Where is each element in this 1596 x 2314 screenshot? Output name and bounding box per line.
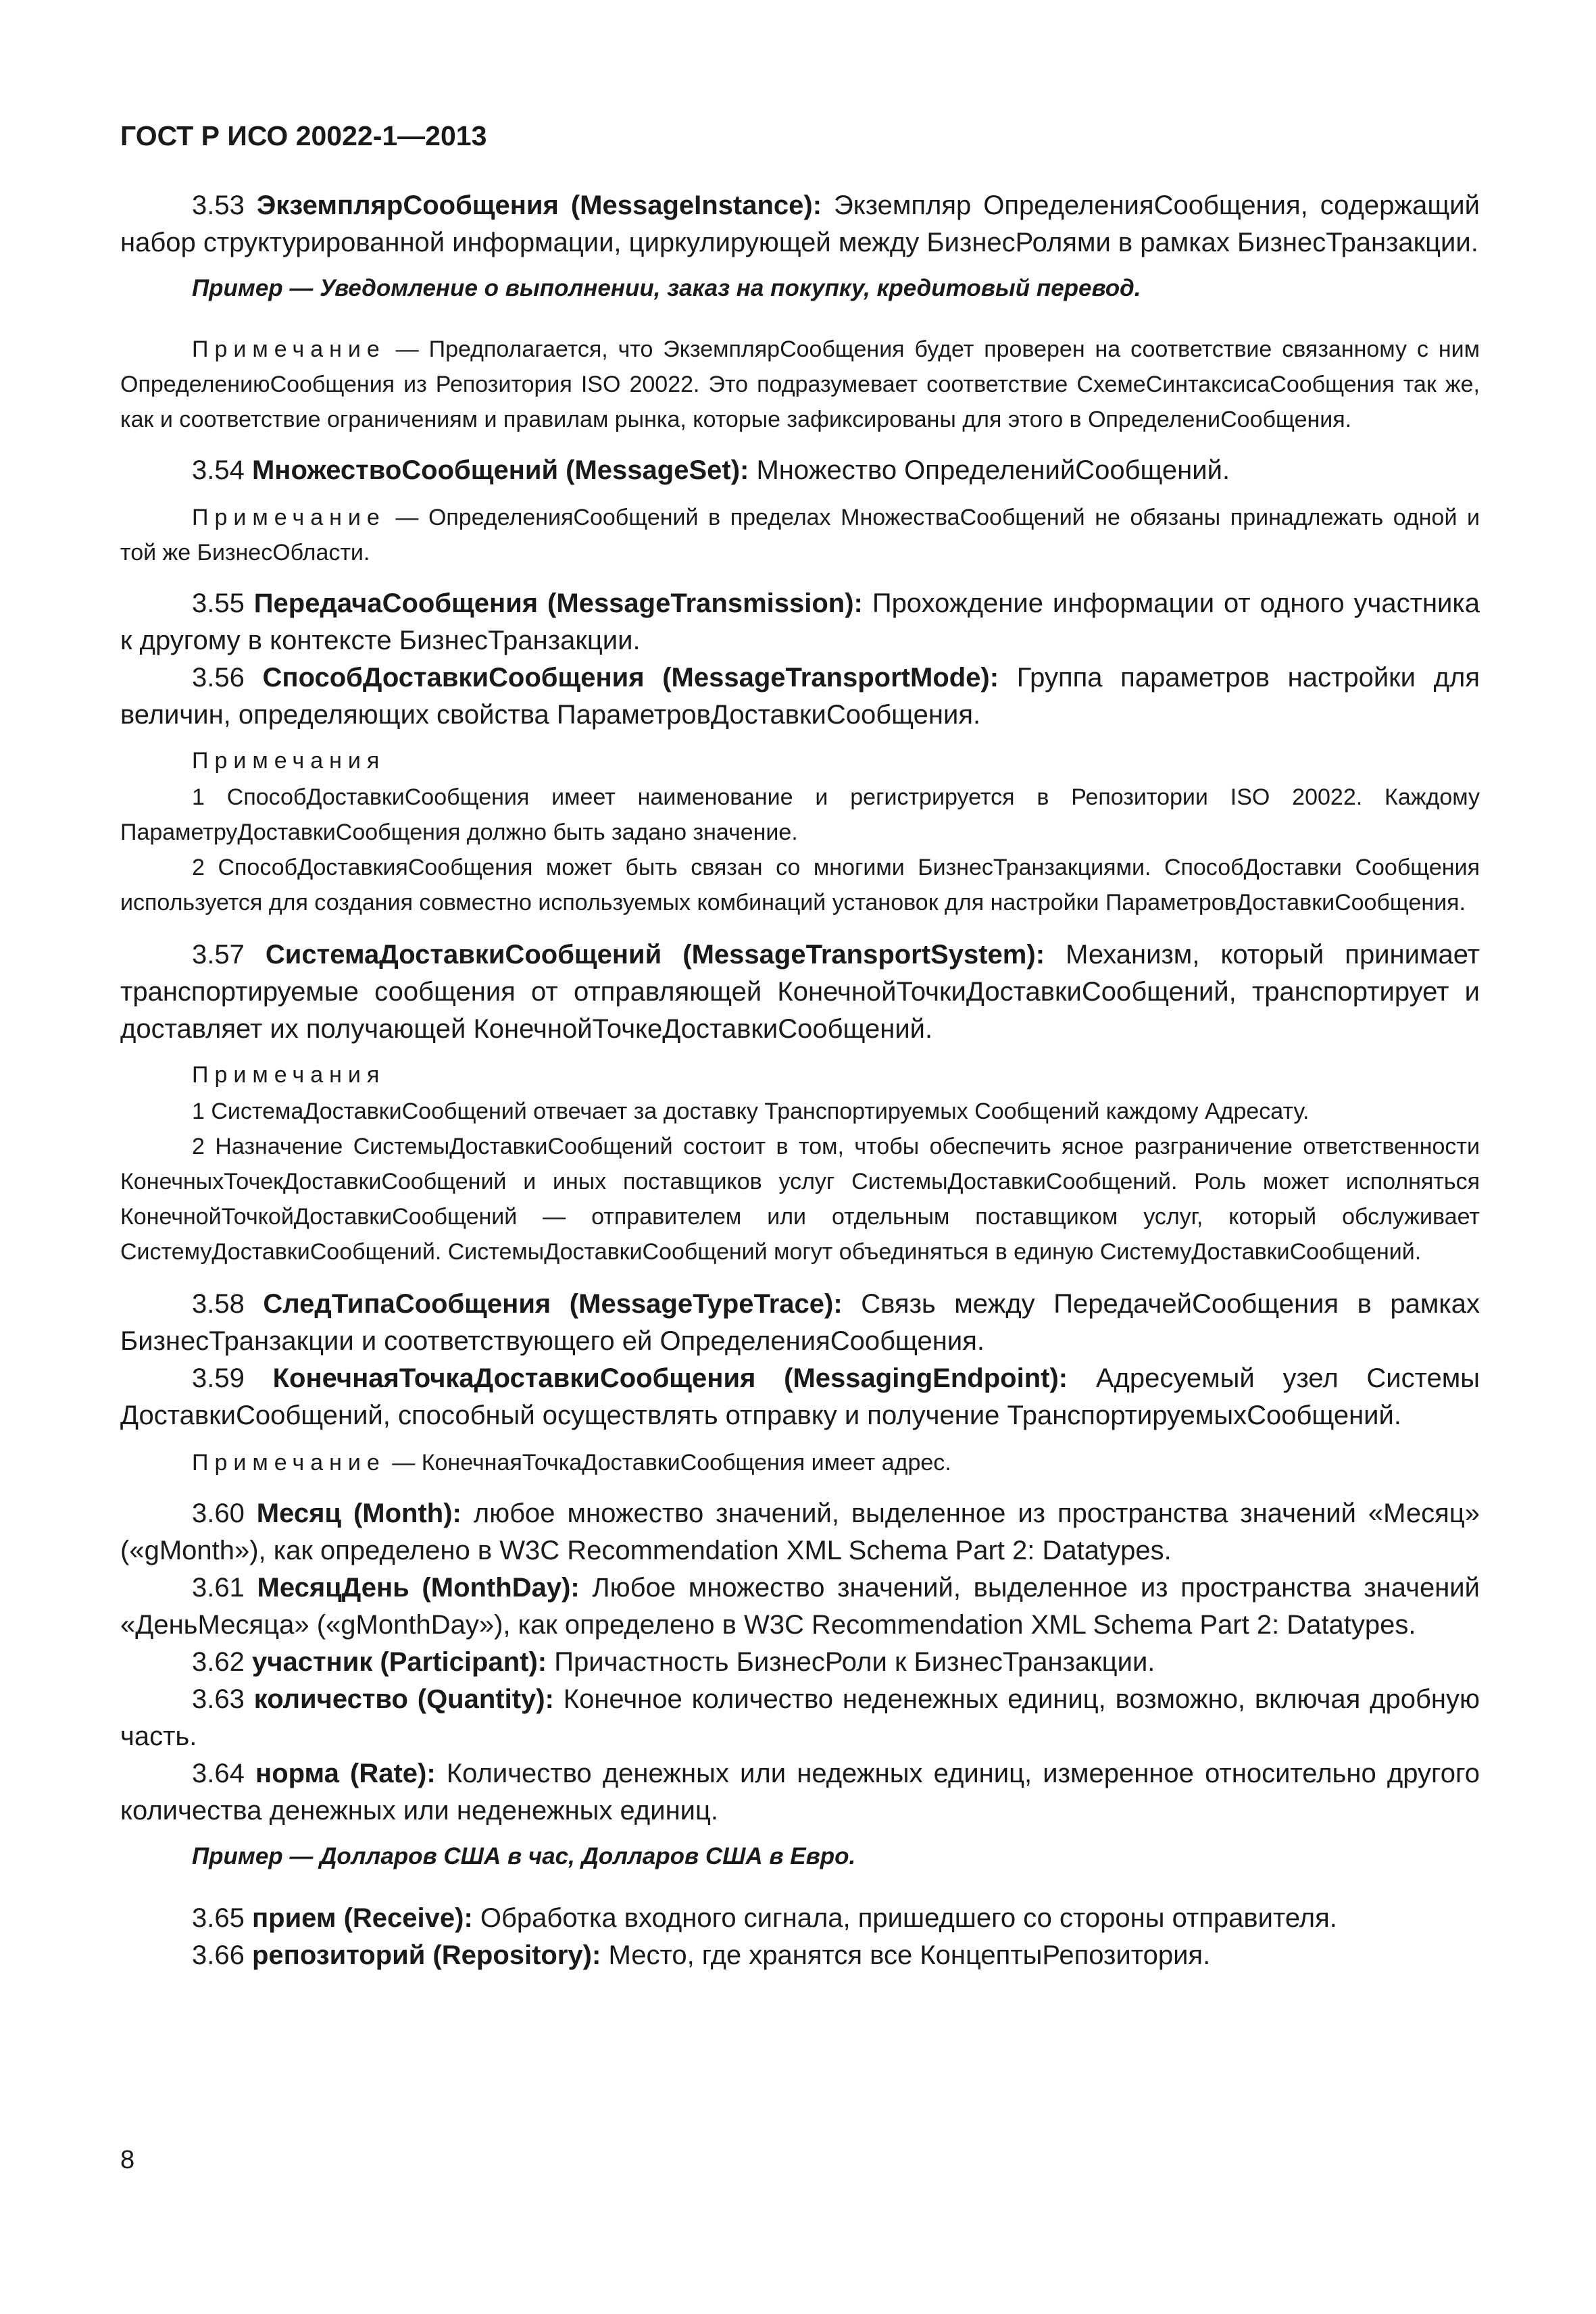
term-definition: Группа параметров настройки для величин, определяющих свойства ПараметровДоставкиСообщения.: [120, 663, 1480, 730]
term-3-56: [120, 659, 1480, 734]
note-text: — ОпределенияСообщений в пределах МножестваСообщений не обязаны принадлежать одной и той же БизнесОбласти.: [120, 505, 1480, 565]
term-definition: Конечное количество неденежных единиц, возможно, включая дробную часть.: [120, 1684, 1480, 1751]
term-definition: Прохождение информации от одного участника к другому в контексте БизнесТранзакции.: [120, 588, 1480, 655]
term-number: 3.58: [192, 1289, 245, 1319]
term-definition: Экземпляр ОпределенияСообщения, содержащий набор структурированной информации, циркулирующей между БизнесРолями в рамках БизнесТранзакции.: [120, 191, 1480, 257]
term-number: 3.64: [192, 1759, 245, 1788]
term-3-66: [120, 1937, 1480, 1974]
note-item: 1 СистемаДоставкиСообщений отвечает за доставку Транспортируемых Сообщений каждому Адресату.: [192, 1099, 1310, 1124]
term-number: 3.57: [192, 940, 245, 970]
term-definition: любое множество значений, выделенное из пространства значений «Месяц» («gMonth»), как определено в W3C Recommendation XML Schema Part 2: Datatypes.: [120, 1499, 1480, 1565]
note-item: 2 СпособДоставкияСообщения может быть связан со многими БизнесТранзакциями. СпособДоставки Сообщения используется для создания совместно используемых комбинаций установок для настройки ПараметровДоставкиСообщения.: [120, 855, 1480, 915]
term-definition: Место, где хранятся все КонцептыРепозитория.: [608, 1940, 1211, 1970]
term-3-57: [120, 936, 1480, 1048]
note-3-59: [120, 1445, 1480, 1480]
term-title: количество (Quantity):: [253, 1684, 554, 1714]
page-number: 8: [120, 2146, 135, 2174]
term-3-54: [120, 452, 1480, 489]
term-number: 3.55: [192, 588, 245, 618]
term-title: СпособДоставкиСообщения (MessageTransportMode):: [262, 663, 999, 693]
term-title: Месяц (Month):: [256, 1499, 462, 1528]
term-3-61: [120, 1569, 1480, 1644]
term-3-62: [120, 1644, 1480, 1681]
term-3-59: [120, 1360, 1480, 1434]
term-definition: Адресуемый узел Системы ДоставкиСообщений, способный осуществлять отправку и получение ТранспортируемыхСообщений.: [120, 1363, 1480, 1430]
term-number: 3.66: [192, 1940, 245, 1970]
term-title: репозиторий (Repository):: [251, 1940, 601, 1970]
note-label: Примечание: [192, 505, 386, 530]
term-title: участник (Participant):: [251, 1647, 547, 1677]
term-title: прием (Receive):: [251, 1903, 473, 1933]
notes-heading-3-57: Примечания: [192, 1062, 386, 1088]
note-label: Примечание: [192, 1450, 386, 1476]
term-definition: Связь между ПередачейСообщения в рамках БизнесТранзакции и соответствующего ей ОпределенияСообщения.: [120, 1289, 1480, 1356]
term-number: 3.65: [192, 1903, 245, 1933]
term-number: 3.56: [192, 663, 245, 693]
term-number: 3.59: [192, 1363, 245, 1393]
term-3-55: [120, 585, 1480, 659]
term-title: норма (Rate):: [255, 1759, 436, 1788]
term-title: ЭкземплярСообщения (MessageInstance):: [256, 191, 822, 220]
term-definition: Количество денежных или недежных единиц, измеренное относительно другого количества денежных или неденежных единиц.: [120, 1759, 1480, 1826]
term-number: 3.61: [192, 1573, 245, 1603]
term-title: ПередачаСообщения (MessageTransmission):: [253, 588, 863, 618]
term-3-60: [120, 1495, 1480, 1569]
term-number: 3.62: [192, 1647, 245, 1677]
term-3-64: [120, 1755, 1480, 1830]
example-3-53: Пример — Уведомление о выполнении, заказ на покупку, кредитовый перевод.: [192, 275, 1141, 301]
term-definition: Обработка входного сигнала, пришедшего со стороны отправителя.: [480, 1903, 1337, 1933]
term-3-63: [120, 1681, 1480, 1755]
note-item: 1 СпособДоставкиСообщения имеет наименование и регистрируется в Репозитории ISO 20022. Каждому ПараметруДоставкиСообщения должно быть задано значение.: [120, 784, 1480, 845]
term-title: МножествоСообщений (MessageSet):: [251, 455, 749, 485]
term-3-65: [120, 1900, 1480, 1937]
note-item: 2 Назначение СистемыДоставкиСообщений состоит в том, чтобы обеспечить ясное разграничение ответственности КонечныхТочекДоставкиСообщений и иных поставщиков услуг СистемыДоставкиСообщений. Роль может исполняться КонечнойТочкойДоставкиСообщений — отправителем или отдельным поставщиком услуг, который обслуживает СистемуДоставкиСообщений. СистемыДоставкиСообщений могут объединяться в единую СистемуДоставкиСообщений.: [120, 1134, 1480, 1265]
term-number: 3.63: [192, 1684, 245, 1714]
document-header: ГОСТ Р ИСО 20022-1—2013: [120, 120, 487, 151]
note-text: — КонечнаяТочкаДоставкиСообщения имеет адрес.: [392, 1450, 951, 1476]
term-number: 3.60: [192, 1499, 245, 1528]
notes-heading-3-56: Примечания: [192, 748, 386, 774]
term-number: 3.54: [192, 455, 245, 485]
term-3-58: [120, 1286, 1480, 1360]
note-text: — Предполагается, что ЭкземплярСообщения будет проверен на соответствие связанному с ним ОпределениюСообщения из Репозитория ISO 20022. Это подразумевает соответствие СхемеСинтаксисаСообщения так же, как и соответствие ограничениям и правилам рынка, которые зафиксированы для этого в ОпределениСообщения.: [120, 336, 1480, 432]
example-3-64: Пример — Долларов США в час, Долларов США в Евро.: [192, 1843, 856, 1869]
term-definition: Множество ОпределенийСообщений.: [756, 455, 1230, 485]
term-definition: Любое множество значений, выделенное из пространства значений «ДеньМесяца» («gMonthDay»), как определено в W3C Recommendation XML Schema Part 2: Datatypes.: [120, 1573, 1480, 1640]
note-3-54: [120, 500, 1480, 570]
term-title: СистемаДоставкиСообщений (MessageTransportSystem):: [265, 940, 1045, 970]
term-number: 3.53: [192, 191, 245, 220]
term-3-53: [120, 187, 1480, 261]
term-definition: Причастность БизнесРоли к БизнесТранзакции.: [554, 1647, 1155, 1677]
term-definition: Механизм, который принимает транспортируемые сообщения от отправляющей КонечнойТочкиДоставкиСообщений, транспортирует и доставляет их получающей КонечнойТочкеДоставкиСообщений.: [120, 940, 1480, 1044]
term-title: МесяцДень (MonthDay):: [257, 1573, 580, 1603]
note-label: Примечание: [192, 336, 386, 362]
term-title: СледТипаСообщения (MessageTypeTrace):: [263, 1289, 843, 1319]
term-title: КонечнаяТочкаДоставкиСообщения (MessagingEndpoint):: [272, 1363, 1068, 1393]
note-3-53: [120, 332, 1480, 437]
